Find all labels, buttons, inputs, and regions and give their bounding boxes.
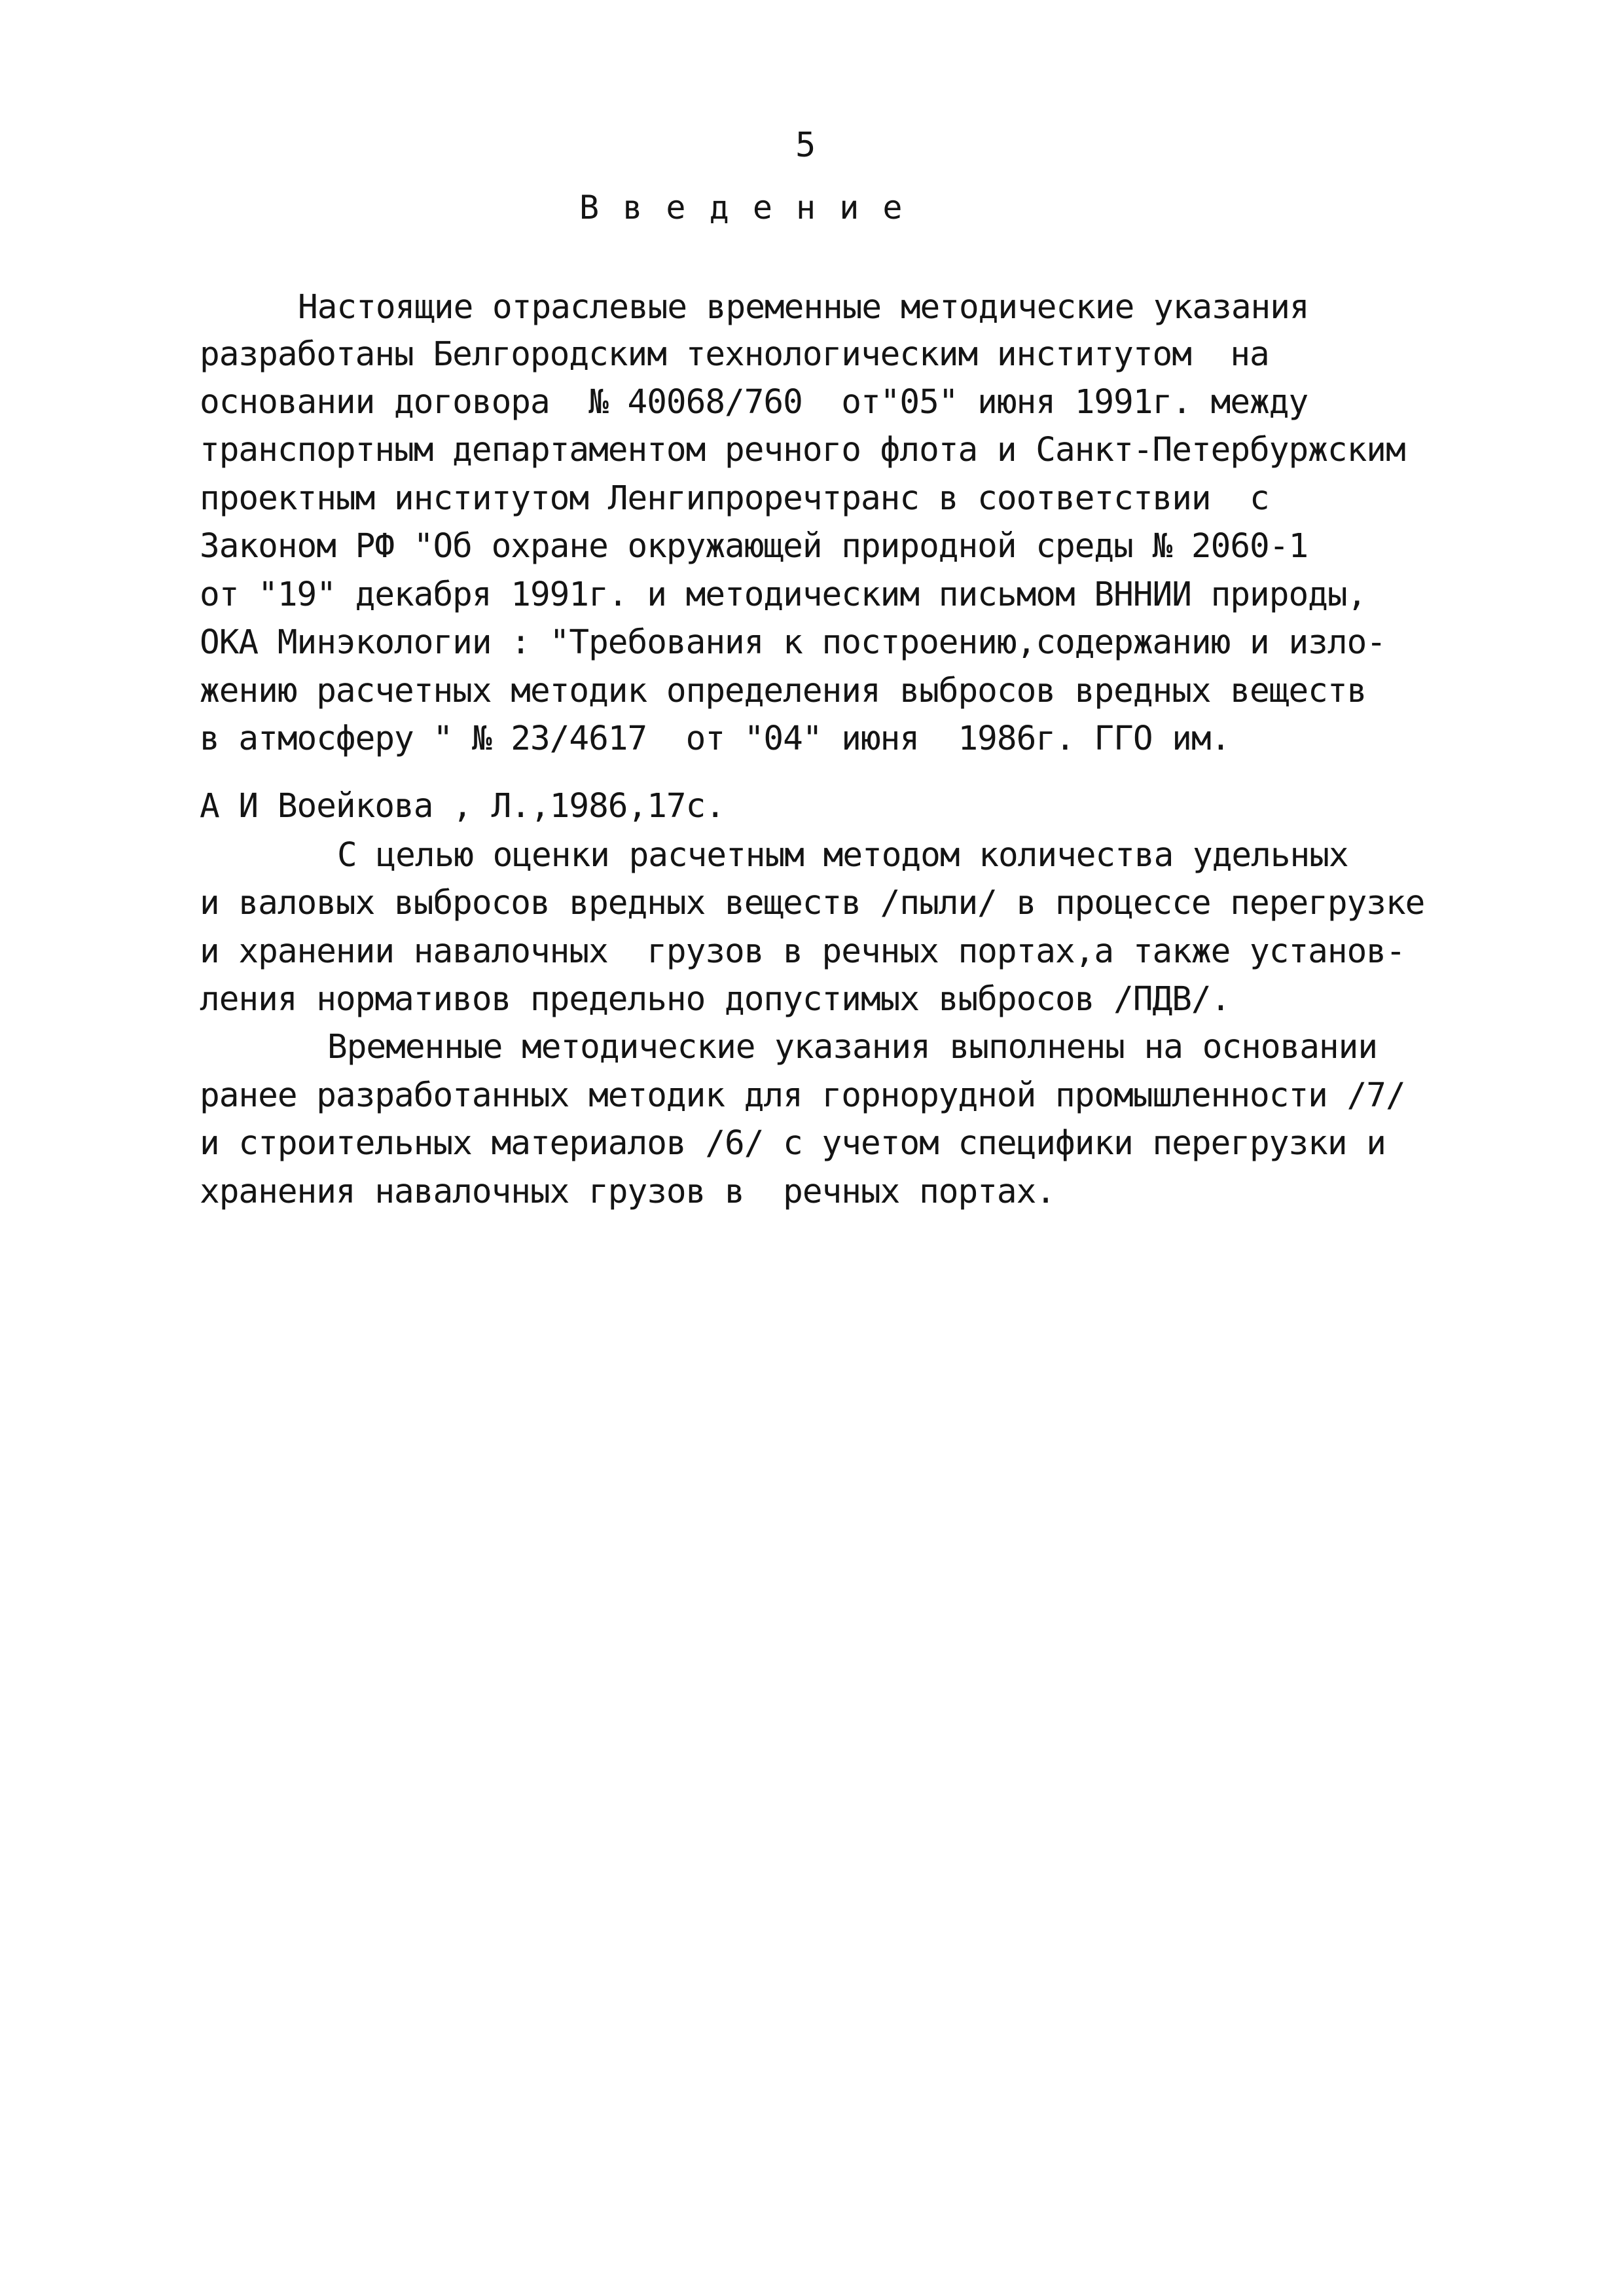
paragraph-line: жению расчетных методик определения выбросов вредных веществ bbox=[200, 672, 1367, 710]
paragraph-line: транспортным департаментом речного флота и Санкт-Петербуржским bbox=[200, 431, 1405, 469]
paragraph-line: и строительных материалов /6/ с учетом специфики перегрузки и bbox=[200, 1124, 1386, 1163]
paragraph-line: в атмосферу " № 23/4617 от "04" июня 1986г. ГГО им. bbox=[200, 720, 1231, 758]
paragraph-line: основании договора № 40068/760 от"05" июня 1991г. между bbox=[200, 383, 1308, 422]
paragraph-line: разработаны Белгородским технологическим институтом на bbox=[200, 335, 1269, 374]
paragraph-line: Настоящие отраслевые временные методические указания bbox=[298, 288, 1309, 327]
paragraph-line: А И Воейкова , Л.,1986,17с. bbox=[200, 787, 725, 826]
paragraph-line: проектным институтом Ленгипроречтранс в соответствии с bbox=[200, 479, 1269, 518]
paragraph-line: и хранении навалочных грузов в речных портах,а также установ- bbox=[200, 932, 1405, 971]
paragraph-line: ранее разработанных методик для горнорудной промышленности /7/ bbox=[200, 1076, 1405, 1115]
paragraph-line: Законом РФ "Об охране окружающей природной среды № 2060-1 bbox=[200, 527, 1308, 566]
paragraph-line: Временные методические указания выполнены на основании bbox=[327, 1028, 1378, 1066]
paragraph-line: С целью оценки расчетным методом количества удельных bbox=[337, 836, 1348, 875]
paragraph-line: хранения навалочных грузов в речных портах. bbox=[200, 1173, 1056, 1211]
section-heading: В в е д е н и е bbox=[579, 189, 905, 227]
paragraph-line: ОКА Минэкологии : "Требования к построению,содержанию и изло- bbox=[200, 623, 1386, 662]
paragraph-line: и валовых выбросов вредных веществ /пыли/ в процессе перегрузке bbox=[200, 884, 1425, 922]
paragraph-line: ления нормативов предельно допустимых выбросов /ПДВ/. bbox=[200, 980, 1231, 1019]
page-number: 5 bbox=[795, 126, 816, 165]
paragraph-line: от "19" декабря 1991г. и методическим письмом ВННИИ природы, bbox=[200, 575, 1367, 614]
